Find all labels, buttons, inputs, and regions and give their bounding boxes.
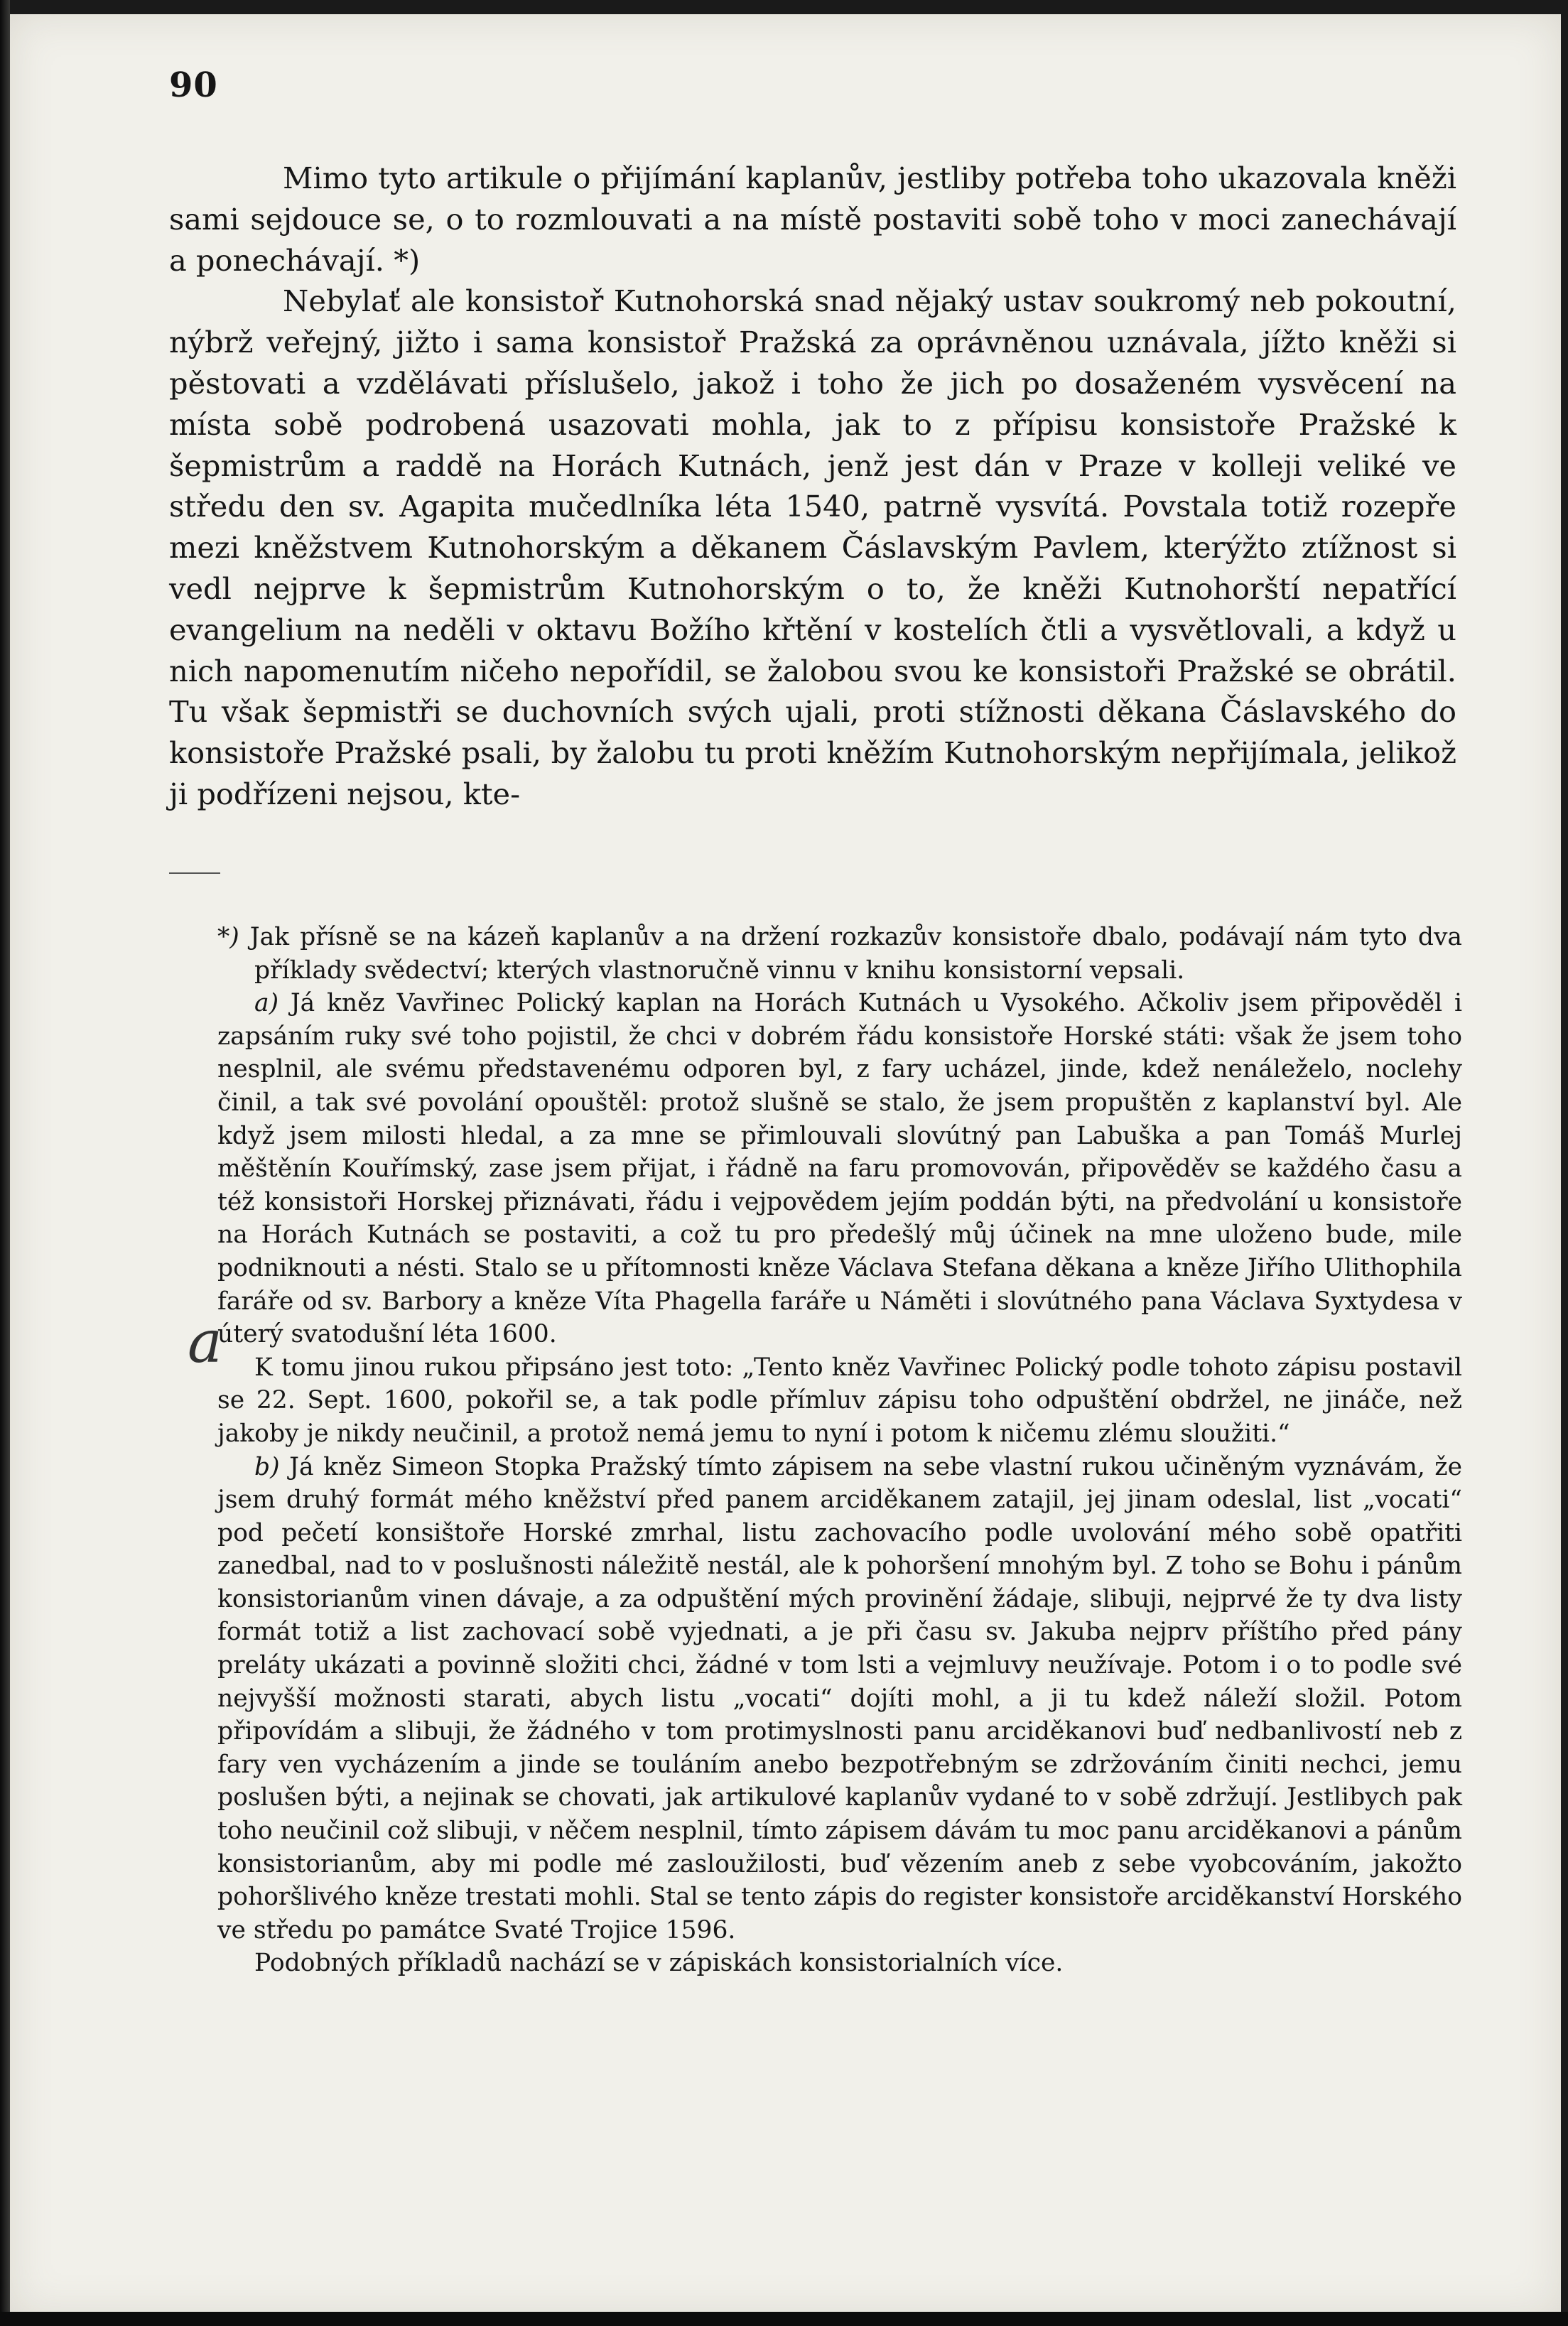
main-text: [169, 158, 1456, 815]
main-paragraph-1: Mimo tyto artikule o přijímání kaplanův, jestliby potřeba toho ukazovala kněži sami sejdouce se, o to rozmlouvati a na místě postaviti sobě toho v moci zanechávají a ponechávají. *): [169, 161, 1456, 278]
example-b-text: Já kněz Simeon Stopka Pražský tímto zápisem na sebe vlastní rukou učiněným vyznávám, že jsem druhý formát mého kněžství před panem arciděkanem zatajil, jej jinam odeslal, list „vocati“ pod pečetí konsištoře Horské zmrhal, listu zachovacího podle uvolování mého sobě opatřiti zanedbal, nad to v poslušnosti náležitě nestál, ale k pohoršení mnohým byl. Z toho se Bohu i pánům konsistorianům vinen dávaje, a za odpuštění mých provinění žádaje, slibuji, nejprvé že ty dva listy formát totiž a list zachovací sobě vyjednati, a je při času sv. Jakuba nejprv příštího před pány preláty ukázati a povinně složiti chci, žádné v tom lsti a vejmluvy neužívaje. Potom i o to podle své nejvyšší možnosti starati, abych listu „vocati“ dojíti mohl, a ji tu kdež náleží složil. Potom připovídám a slibuji, že žádného v tom protimyslnosti panu arciděkanovi buď nedbanlivostí neb z fary ven vycházením a jinde se touláním anebo bezpotřebným se zdržováním činiti nechci, jemu poslušen býti, a nejinak se chovati, jak artikulové kaplanův vydané to v sobě zdržují. Jestlibych pak toho neučinil což slibuji, v něčem nesplnil, tímto zápisem dávám tu moc panu arciděkanovi a pánům konsistorianům, aby mi podle mé zasloužilosti, buď vězením aneb z sebe vyobcováním, jakožto pohoršlivého kněze trestati mohli. Stal se tento zápis do register konsistoře arciděkanství Horského ve středu po památce Svaté Trojice 1596.: [217, 1452, 1463, 1944]
footnote-divider: [169, 872, 220, 874]
footnote-example-a: [217, 987, 1462, 1351]
example-b-marker: b): [254, 1452, 280, 1481]
handwritten-margin-note: a: [188, 1309, 222, 1376]
footnote-closing: Podobných příkladů nachází se v zápiskách konsistorialních více.: [254, 1949, 1064, 1978]
main-paragraph-2: Nebylať ale konsistoř Kutnohorská snad nějaký ustav soukromý neb pokoutní, nýbrž veřejný, jižto i sama konsistoř Pražská za oprávněnou uznávala, jížto kněži si pěstovati a vzdělávati příslušelo, jakož i toho že jich po dosaženém vysvěcení na místa sobě podrobená usazovati mohla, jak to z přípisu konsistoře Pražské k šepmistrům a raddě na Horách Kutnách, jenž jest dán v Praze v kolleji veliké ve středu den sv. Agapita mučedlníka léta 1540, patrně vysvítá. Povstala totiž rozepře mezi kněžstvem Kutnohorským a děkanem Čáslavským Pavlem, kterýžto ztížnost si vedl nejprve k šepmistrům Kutnohorským o to, že kněži Kutnohorští nepatřící evangelium na neděli v oktavu Božího křtění v kostelích čtli a vysvětlovali, a když u nich napomenutím ničeho nepořídil, se žalobou svou ke konsistoři Pražské se obrátil. Tu však šepmistři se duchovních svých ujali, proti stížnosti děkana Čáslavského do konsistoře Pražské psali, by žalobu tu proti kněžím Kutnohorským nepřijímala, jelikož ji podřízeni nejsou, kte-: [169, 283, 1456, 811]
footnote-marker: *): [217, 923, 239, 951]
scan-bottom-edge: [0, 2312, 1568, 2326]
page-number: 90: [169, 65, 218, 105]
footnote-intro-text: Jak přísně se na kázeň kaplanův a na držení rozkazův konsistoře dbalo, podávají nám tyto dva příklady svědectví; kterých vlastnoručně vinnu v knihu konsistorní vepsali.: [249, 923, 1463, 985]
footnotes: [217, 921, 1462, 1980]
example-a-marker: a): [254, 989, 279, 1018]
footnote-example-a-addendum: K tomu jinou rukou připsáno jest toto: „Tento kněz Vavřinec Polický podle tohoto zápisu postavil se 22. Sept. 1600, pokořil se, a tak podle přímluv zápisu toho odpuštění obdržel, ne jináče, než jakoby je nikdy neučinil, a protož nemá jemu to nyní i potom k ničemu zlému sloužiti.“: [217, 1353, 1462, 1448]
footnote-intro: [217, 921, 1462, 987]
footnote-example-b: [217, 1451, 1462, 1947]
example-a-text: Já kněz Vavřinec Polický kaplan na Horách Kutnách u Vysokého. Ačkoliv jsem připověděl i zapsáním ruky své toho pojistil, že chci v dobrém řádu konsistoře Horské státi: však že jsem toho nesplnil, ale svému představenému odporen byl, z fary ucházel, jinde, kdež nenáleželo, noclehy činil, a tak své povolání opouštěl: protož slušně se stalo, že jsem propuštěn z kaplanství byl. Ale když jsem milosti hledal, a za mne se přimlouvali slovútný pan Labuška a pan Tomáš Murlej měštěnín Kouřímský, zase jsem přijat, i řádně na faru promovován, připověděv se každého času a též konsistoři Horskej přiznávati, řádu i vejpovědem jejím poddán býti, na předvolání u konsistoře na Horách Kutnách se postaviti, a což tu pro předešlý můj účinek na mne uloženo bude, mile podniknouti a nésti. Stalo se u přítomnosti kněze Václava Stefana děkana a kněze Jiřího Ulithophila faráře od sv. Barbory a kněze Víta Phagella faráře u Náměti i slovútného pana Václava Syxtydesa v úterý svatodušní léta 1600.: [217, 989, 1462, 1349]
scan-left-edge: [0, 0, 10, 2326]
